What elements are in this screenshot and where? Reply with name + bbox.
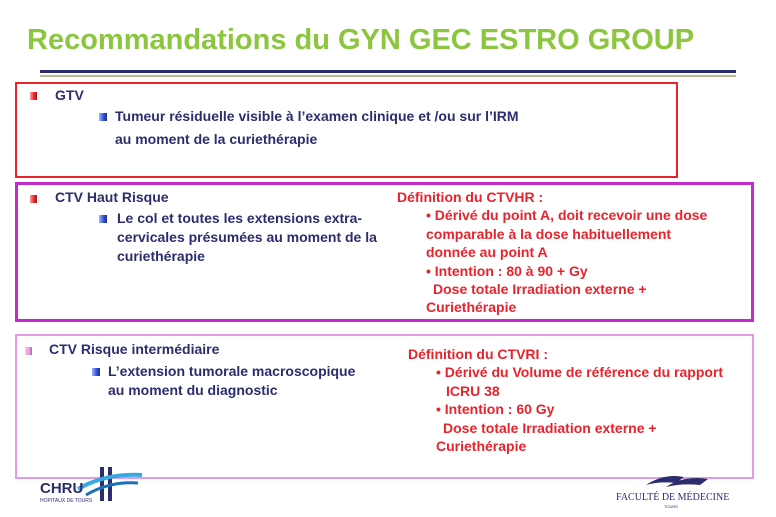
ctv-hr-desc-2: cervicales présumées au moment de la [117,229,377,245]
ctvhr-def-6: Curiethérapie [426,299,517,315]
gtv-line-1: Tumeur résiduelle visible à l’examen clinique et /ou sur l’IRM [115,108,519,124]
chru-logo-subtext: HOPITAUX DE TOURS [40,498,93,504]
chru-logo-icon [38,463,148,508]
faculty-logo-icon [612,471,738,511]
ctv-hr-desc-1: Le col et toutes les extensions extra- [117,210,363,226]
ctv-ri-bullet-icon [25,347,32,355]
title-rule-navy [40,70,736,73]
ctvhr-def-2: comparable à la dose habituellement [426,226,672,242]
ctv-hr-desc-3: curiethérapie [117,248,205,264]
ctv-hr-heading: CTV Haut Risque [55,189,169,205]
ctvhr-def-4: • Intention : 80 à 90 + Gy [426,263,588,279]
ctvri-def-title: Définition du CTVRI : [408,346,548,362]
ctv-ri-sub-bullet-icon [92,368,100,376]
faculty-logo-text: FACULTÉ DE MÉDECINE [616,492,730,503]
ctvhr-def-1: • Dérivé du point A, doit recevoir une dose [426,207,708,223]
ctv-hr-sub-bullet-icon [99,215,107,223]
slide-title: Recommandations du GYN GEC ESTRO GROUP [27,24,695,56]
gtv-sub-bullet-icon [99,113,107,121]
ctv-ri-desc-1: L’extension tumorale macroscopique [108,363,356,379]
ctv-ri-heading: CTV Risque intermédiaire [49,341,220,357]
title-rule-khaki [40,75,736,77]
chru-logo-text: CHRU [40,480,84,497]
gtv-heading: GTV [55,87,84,103]
ctv-hr-bullet-icon [30,195,37,203]
ctvri-def-1: • Dérivé du Volume de référence du rapport [436,364,724,380]
gtv-bullet-icon [30,92,37,100]
ctvri-def-4: Dose totale Irradiation externe + [443,420,657,436]
ctvhr-def-3: donnée au point A [426,244,548,260]
gtv-line-2: au moment de la curiethérapie [115,131,318,147]
ctvhr-def-title: Définition du CTVHR : [397,189,544,205]
ctvri-def-5: Curiethérapie [436,438,527,454]
ctvri-def-3: • Intention : 60 Gy [436,401,555,417]
faculty-logo-subtext: TOURS [664,504,678,509]
ctvri-def-2: ICRU 38 [446,383,500,399]
ctvhr-def-5: Dose totale Irradiation externe + [433,281,647,297]
ctv-ri-desc-2: au moment du diagnostic [108,382,278,398]
